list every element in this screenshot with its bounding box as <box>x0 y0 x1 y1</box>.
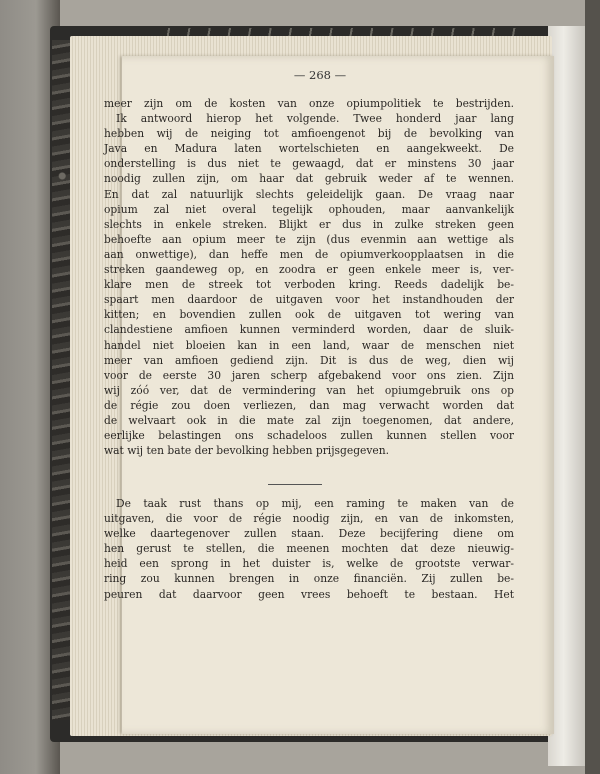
text-line: clandestiene amfioen kunnen verminderd worden, daar de sluik- <box>104 323 514 337</box>
text-line: wat wij ten bate der bevolking hebben prijsgegeven. <box>104 444 390 458</box>
right-background <box>585 0 600 774</box>
paragraph-1 <box>104 96 514 458</box>
text-line: peuren dat daarvoor geen vrees behoeft te bestaan. Het <box>104 587 514 601</box>
page-number: — 268 — <box>293 68 347 82</box>
text-line: klare men de streek tot verboden kring. Reeds dadelijk be- <box>104 278 514 292</box>
text-line: kitten; en bovendien zullen ook de uitgaven tot wering van <box>104 308 514 322</box>
text-line: behoefte aan opium meer te zijn (dus evenmin aan wettige als <box>104 232 514 246</box>
text-line: opium zal niet overal tegelijk ophouden, maar aanvankelijk <box>104 202 514 216</box>
text-line: aan onwettige), dan heffe men de opiumverkoopplaatsen in die <box>104 247 514 261</box>
paragraph-2 <box>104 496 514 602</box>
text-line: slechts in enkele streken. Blijkt er dus in zulke streken geen <box>104 217 514 231</box>
text-line: hen gerust te stellen, die meenen mochten dat deze nieuwig- <box>104 542 514 556</box>
text-line: Java en Madura laten wortelschieten en aangekweekt. De <box>104 142 514 156</box>
text-line: spaart men daardoor de uitgaven voor het instandhouden der <box>104 293 514 307</box>
text-line: de welvaart ook in die mate zal zijn toegenomen, dat andere, <box>104 413 514 427</box>
text-line: ring zou kunnen brengen in onze financiën. Zij zullen be- <box>104 572 514 586</box>
text-line: de régie zou doen verliezen, dan mag verwacht worden dat <box>104 398 514 412</box>
text-line: voor de eerste 30 jaren scherp afgebakend voor ons zien. Zijn <box>104 368 514 382</box>
text-line: heid een sprong in het duister is, welke de grootste verwar- <box>104 557 514 571</box>
text-line: streken gaandeweg op, en zoodra er geen enkele meer is, ver- <box>104 263 514 277</box>
text-line: eerlijke belastingen ons schadeloos zullen kunnen stellen voor <box>104 429 514 443</box>
text-line: Ik antwoord hierop het volgende. Twee honderd jaar lang <box>116 112 514 126</box>
text-line: uitgaven, die voor de régie noodig zijn, en van de inkomsten, <box>104 512 514 526</box>
text-line: En dat zal natuurlijk slechts geleidelijk gaan. De vraag naar <box>104 187 514 201</box>
section-divider <box>268 484 322 485</box>
text-line: meer van amfioen gediend zijn. Dit is dus de weg, dien wij <box>104 353 514 367</box>
text-line: De taak rust thans op mij, een raming te maken van de <box>116 497 514 510</box>
text-line: handel niet bloeien kan in een land, waar de menschen niet <box>104 338 514 352</box>
text-line: onderstelling is dus niet te gewaagd, dat er minstens 30 jaar <box>104 157 514 171</box>
text-line: meer zijn om de kosten van onze opiumpolitiek te bestrijden. <box>104 97 514 110</box>
text-line: noodig zullen zijn, om haar dat gebruik weder af te wennen. <box>104 172 514 186</box>
text-line: wij zóó ver, dat de vermindering van het opiumgebruik ons op <box>104 383 514 397</box>
text-line: hebben wij de neiging tot amfioengenot bij de bevolking van <box>104 127 514 141</box>
text-line: welke daartegenover zullen staan. Deze becijfering diene om <box>104 527 514 541</box>
